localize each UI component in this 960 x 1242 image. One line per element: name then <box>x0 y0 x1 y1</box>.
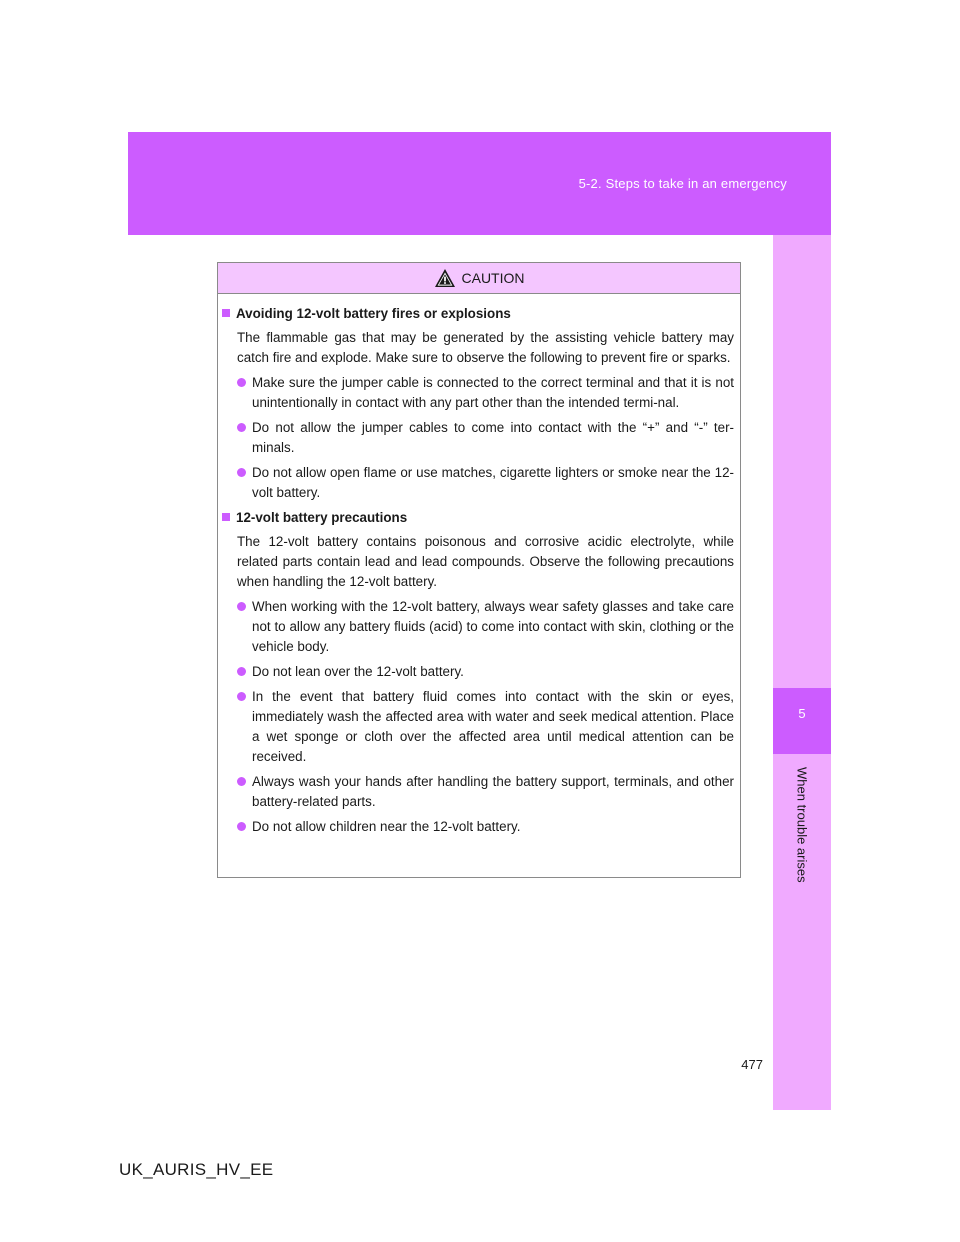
list-item <box>222 817 734 837</box>
document-code: UK_AURIS_HV_EE <box>119 1160 274 1179</box>
list-item <box>222 597 734 657</box>
caution-header <box>218 263 740 294</box>
round-bullet-icon <box>237 468 246 477</box>
chapter-title <box>773 760 831 890</box>
section-paragraph: The flammable gas that may be generated by the assisting vehicle battery may catch fire and explode. Make sure to observe the following to prevent fire or sparks. <box>237 330 734 365</box>
round-bullet-icon <box>237 777 246 786</box>
chapter-number: 5 <box>798 706 806 721</box>
list-item <box>222 772 734 812</box>
section-paragraph: The 12-volt battery contains poisonous and corrosive acidic electrolyte, while related parts contain lead and lead compounds. Observe the following precautions when handling the 12-volt battery. <box>237 534 734 589</box>
list-item-text: Do not allow children near the 12-volt battery. <box>252 819 521 834</box>
caution-box <box>217 262 741 878</box>
caution-body <box>218 294 740 837</box>
round-bullet-icon <box>237 667 246 676</box>
square-bullet-icon <box>222 513 230 521</box>
list-item <box>222 373 734 413</box>
list-item-text: Do not allow the jumper cables to come into contact with the “+” and “-” ter-minals. <box>252 420 734 455</box>
round-bullet-icon <box>237 822 246 831</box>
section-heading-text: Avoiding 12-volt battery fires or explosions <box>236 306 511 321</box>
section-heading-text: 12-volt battery precautions <box>236 510 408 525</box>
section-heading <box>222 304 734 324</box>
list-item <box>222 687 734 767</box>
square-bullet-icon <box>222 309 230 317</box>
warning-triangle-icon <box>434 268 456 288</box>
chapter-number-tab <box>773 688 831 754</box>
list-item <box>222 418 734 458</box>
list-item-text: Do not lean over the 12-volt battery. <box>252 664 464 679</box>
list-item-text: When working with the 12-volt battery, always wear safety glasses and take care not to allow any battery fluids (acid) to come into contact with skin, clothing or the vehicle body. <box>252 599 734 654</box>
header-band <box>128 132 831 235</box>
round-bullet-icon <box>237 378 246 387</box>
round-bullet-icon <box>237 423 246 432</box>
chapter-side-tab <box>773 235 831 1110</box>
list-item-text: In the event that battery fluid comes into contact with the skin or eyes, immediately wash the affected area with water and seek medical attention. Place a wet sponge or cloth over the affected area until medical attention can be received. <box>252 689 734 764</box>
page-number: 477 <box>741 1057 763 1072</box>
list-item-text: Always wash your hands after handling the battery support, terminals, and other battery-related parts. <box>252 774 734 809</box>
chapter-title-text: When trouble arises <box>794 767 810 883</box>
round-bullet-icon <box>237 602 246 611</box>
list-item <box>222 662 734 682</box>
breadcrumb: 5-2. Steps to take in an emergency <box>578 176 787 191</box>
list-item <box>222 463 734 503</box>
list-item-text: Do not allow open flame or use matches, cigarette lighters or smoke near the 12-volt battery. <box>252 465 734 500</box>
section-heading <box>222 508 734 528</box>
caution-title: CAUTION <box>461 270 525 286</box>
round-bullet-icon <box>237 692 246 701</box>
list-item-text: Make sure the jumper cable is connected to the correct terminal and that it is not unintentionally in contact with any part other than the intended termi-nal. <box>252 375 734 410</box>
